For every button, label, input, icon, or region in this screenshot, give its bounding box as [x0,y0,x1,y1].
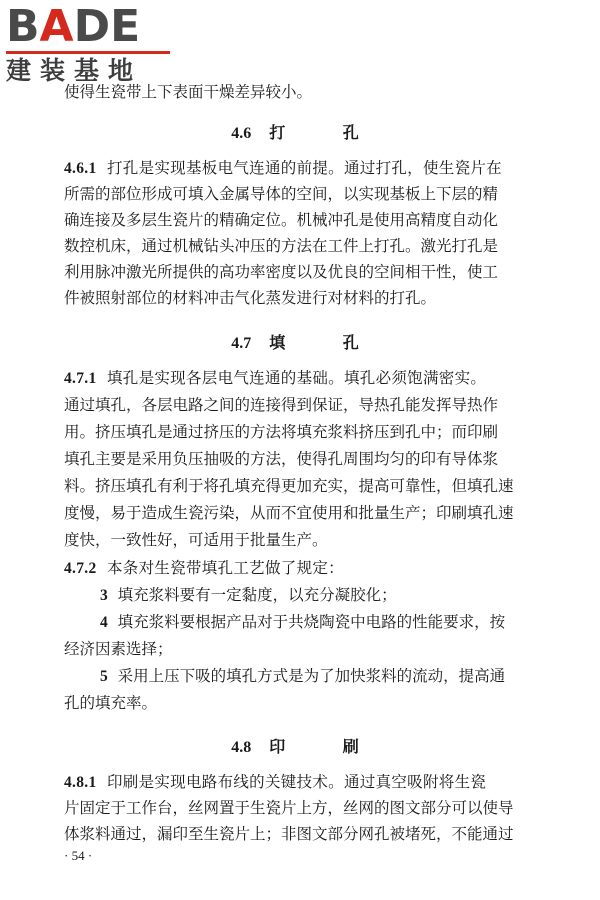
watermark-logo [6,1,170,86]
paragraph-line: 用。挤压填孔是通过挤压的方法将填充浆料挤压到孔中；而印刷 [64,423,499,441]
paragraph-line: 片固定于工作台，丝网置于生瓷片上方，丝网的图文部分可以使导 [64,799,514,817]
paragraph-line: 确连接及多层生瓷片的精确定位。机械冲孔是使用高精度自动化 [64,211,499,229]
paragraph-line: 填孔主要是采用负压抽吸的方法，使得孔周围均匀的印有导体浆 [64,450,499,468]
paragraph-first-line: 4.8.1 印刷是实现电路布线的关键技术。通过真空吸附将生瓷 [64,773,487,791]
paragraph-line: 度慢，易于造成生瓷污染，从而不宜使用和批量生产；印刷填孔速 [64,504,514,522]
paragraph-line: 所需的部位形成可填入金属导体的空间，以实现基板上下层的精 [64,185,499,203]
paragraph-line: 件被照射部位的材料冲击气化蒸发进行对材料的打孔。 [64,289,437,307]
list-item: 4 填充浆料要根据产品对于共烧陶瓷中电路的性能要求，按 [100,613,506,631]
continuation-line: 使得生瓷带上下表面干燥差异较小。 [64,83,313,101]
section-heading-4-8: 4.8 印 刷 [231,737,385,756]
paragraph-line: 孔的填充率。 [64,694,158,712]
paragraph-line: 利用脉冲激光所提供的高功率密度以及优良的空间相干性，使工 [64,263,499,281]
list-item: 3 填充浆料要有一定黏度，以充分凝胶化； [100,586,397,604]
paragraph-line: 料。挤压填孔有利于将孔填充得更加充实，提高可靠性，但填孔速 [64,477,514,495]
paragraph-line: 经济因素选择； [64,640,173,658]
logo-wordmark: BADE [6,1,141,52]
paragraph-line: 度快，一致性好，可适用于批量生产。 [64,531,328,549]
paragraph-line: 数控机床，通过机械钻头冲压的方法在工件上打孔。激光打孔是 [64,237,499,255]
list-item: 5 采用上压下吸的填孔方式是为了加快浆料的流动，提高通 [100,667,506,685]
page-number: · 54 · [64,848,93,863]
section-heading-4-7: 4.7 填 孔 [231,333,385,352]
paragraph-first-line: 4.7.1 填孔是实现各层电气连通的基础。填孔必须饱满密实。 [64,369,487,387]
section-heading-4-6: 4.6 打 孔 [231,123,385,142]
paragraph-first-line: 4.7.2 本条对生瓷带填孔工艺做了规定： [64,559,344,577]
paragraph-first-line: 4.6.1 打孔是实现基板电气连通的前提。通过打孔，使生瓷片在 [64,159,502,177]
logo-chinese: 建装基地 [6,56,143,85]
paragraph-line: 体浆料通过，漏印至生瓷片上；非图文部分网孔被堵死，不能通过 [64,825,514,843]
paragraph-line: 通过填孔，各层电路之间的连接得到保证，导热孔能发挥导热作 [64,396,499,414]
